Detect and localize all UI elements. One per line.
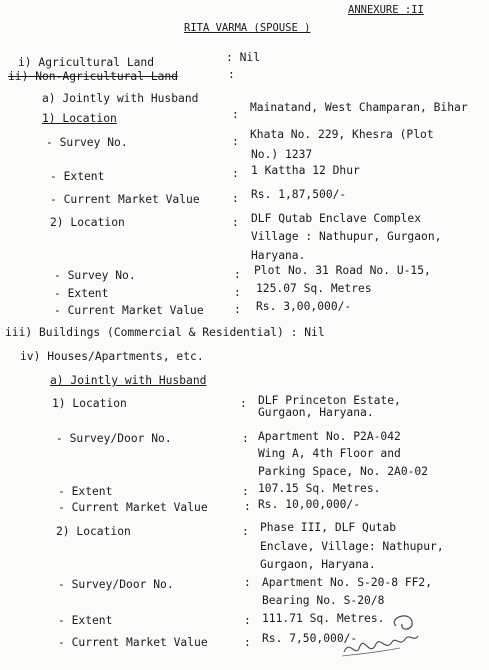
- document-line: :: [232, 135, 239, 148]
- document-line: Village : Nathupur, Gurgaon,: [251, 230, 442, 243]
- document-line: :: [232, 192, 239, 205]
- document-line: iv) Houses/Apartments, etc.: [20, 350, 204, 363]
- document-line: 1) Location: [52, 397, 127, 410]
- document-line: Gurgaon, Haryana.: [260, 558, 376, 571]
- document-line: 125.07 Sq. Metres: [256, 282, 372, 295]
- document-line: Wing A, 4th Floor and: [258, 447, 401, 460]
- document-line: ii) Non-Agricultural Land: [8, 70, 179, 83]
- document-line: 2) Location: [50, 216, 125, 229]
- document-line: :: [244, 500, 251, 513]
- document-line: - Current Market Value: [50, 193, 200, 206]
- document-line: No.) 1237: [251, 148, 313, 161]
- document-line: : Nil: [226, 51, 261, 64]
- document-line: :: [234, 268, 241, 281]
- document-line: :: [244, 614, 251, 627]
- document-line: iii) Buildings (Commercial & Residential) : Nil: [5, 326, 325, 339]
- document-line: :: [234, 303, 241, 316]
- document-line: :: [242, 432, 249, 445]
- page-title: RITA VARMA (SPOUSE ): [184, 22, 311, 34]
- document-line: a) Jointly with Husband: [50, 374, 207, 387]
- document-line: :: [232, 108, 239, 121]
- document-line: :: [244, 636, 251, 649]
- document-line: Parking Space, No. 2A0-02: [258, 465, 429, 478]
- document-line: Rs. 1,87,500/-: [251, 188, 347, 201]
- document-line: a) Jointly with Husband: [42, 92, 199, 105]
- document-line: - Survey No.: [54, 269, 136, 282]
- document-line: Gurgaon, Haryana.: [258, 406, 374, 419]
- document-line: 111.71 Sq. Metres.: [262, 612, 385, 625]
- document-line: Apartment No. P2A-042: [258, 430, 401, 443]
- document-line: Rs. 3,00,000/-: [256, 300, 352, 313]
- document-line: Khata No. 229, Khesra (Plot: [250, 128, 434, 141]
- document-line: 1) Location: [42, 112, 117, 125]
- document-line: Apartment No. S-20-8 FF2,: [262, 576, 433, 589]
- document-line: - Extent: [50, 170, 105, 183]
- document-line: :: [240, 397, 247, 410]
- document-line: - Extent: [58, 485, 113, 498]
- document-line: :: [234, 286, 241, 299]
- document-line: Mainatand, West Champaran, Bihar: [250, 101, 468, 114]
- annexure-label: ANNEXURE :II: [348, 4, 424, 16]
- handwritten-signature: [340, 608, 430, 663]
- document-line: Rs. 10,00,000/-: [258, 498, 361, 511]
- document-line: - Survey/Door No.: [56, 432, 172, 445]
- document-line: i) Agricultural Land: [18, 56, 155, 69]
- document-line: - Current Market Value: [58, 501, 208, 514]
- document-line: 107.15 Sq. Metres.: [258, 482, 381, 495]
- document-line: :: [242, 525, 249, 538]
- document-line: DLF Qutab Enclave Complex: [251, 212, 422, 225]
- document-line: - Survey No.: [46, 136, 128, 149]
- document-line: DLF Princeton Estate,: [258, 394, 401, 407]
- document-line: - Survey/Door No.: [58, 578, 174, 591]
- document-line: Phase III, DLF Qutab: [260, 521, 397, 534]
- document-line: :: [228, 68, 235, 81]
- document-line: - Current Market Value: [54, 304, 204, 317]
- document-line: 1 Kattha 12 Dhur: [251, 164, 360, 177]
- document-line: Haryana.: [251, 249, 306, 262]
- document-line: :: [232, 216, 239, 229]
- document-line: - Extent: [58, 614, 113, 627]
- document-line: :: [242, 485, 249, 498]
- document-line: :: [244, 576, 251, 589]
- document-line: Plot No. 31 Road No. U-15,: [254, 264, 431, 277]
- document-line: - Current Market Value: [58, 636, 208, 649]
- document-line: :: [232, 167, 239, 180]
- document-line: Rs. 7,50,000/-: [262, 632, 358, 645]
- document-line: Bearing No. S-20/8: [262, 594, 385, 607]
- document-line: Enclave, Village: Nathupur,: [260, 540, 444, 553]
- document-line: 2) Location: [56, 525, 131, 538]
- document-line: - Extent: [54, 287, 109, 300]
